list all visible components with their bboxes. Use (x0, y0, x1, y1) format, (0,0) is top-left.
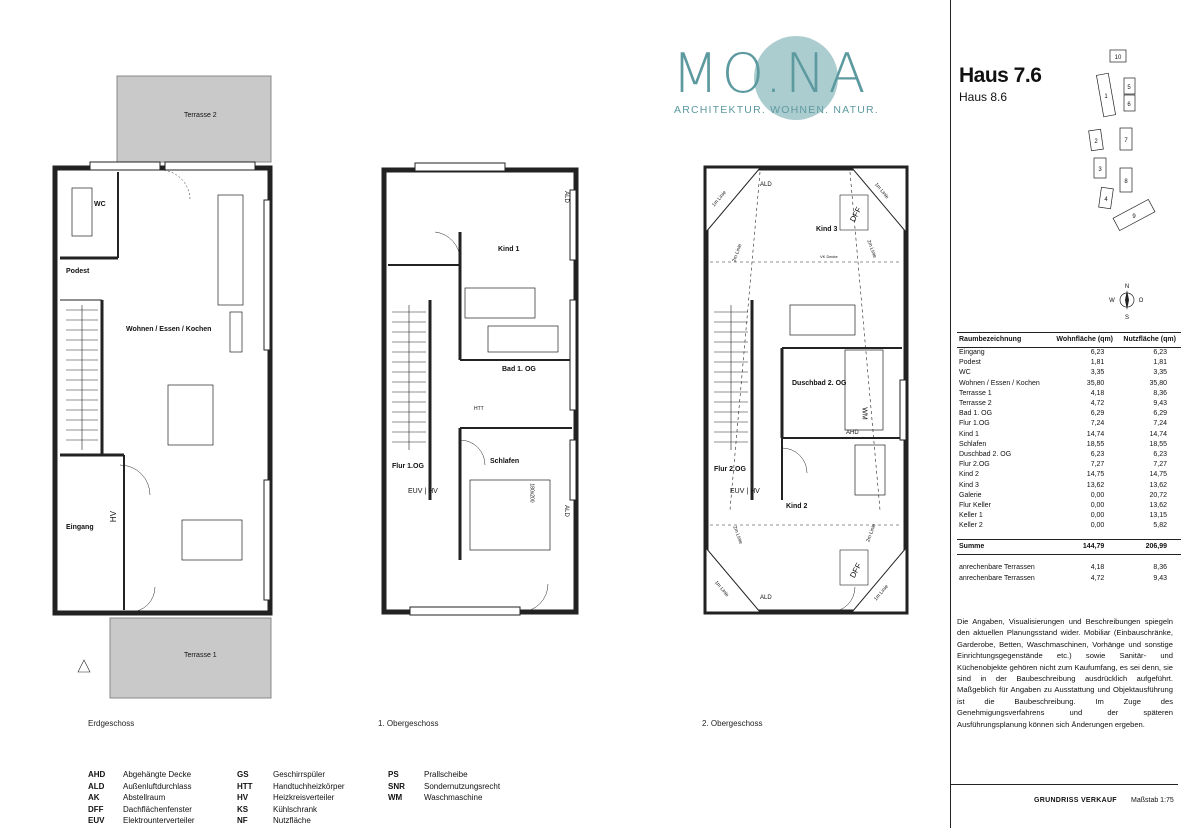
table-cell: Schlafen (959, 440, 987, 448)
table-cell: WC (959, 369, 971, 377)
table-row (957, 389, 1181, 399)
table-cell: 206,99 (1118, 540, 1181, 555)
table-cell: Podest (959, 359, 981, 367)
compass-s: S (1124, 315, 1130, 320)
footer-scale: Maßstab 1:75 (1131, 797, 1174, 804)
table-cell: 0,00 (1090, 501, 1105, 509)
table-cell: 18,55 (1086, 440, 1105, 448)
tag-1m-linie-tr: 1m Linie (873, 181, 890, 201)
room-bad-1og: Bad 1. OG (502, 366, 536, 373)
legend-text: Geschirrspüler (273, 770, 326, 779)
table-cell: 13,62 (1149, 501, 1167, 509)
room-schlafen: Schlafen (490, 458, 520, 465)
table-cell: 20,72 (1149, 491, 1167, 499)
lot-label-1: 1 (1104, 94, 1108, 100)
table-cell: 8,36 (1153, 564, 1167, 572)
room-wohnen: Wohnen / Essen / Kochen (126, 326, 212, 333)
table-cell: Wohnen / Essen / Kochen (959, 379, 1040, 387)
plan-label-og2: 2. Obergeschoss (702, 719, 763, 728)
room-terrasse-2: Terrasse 2 (184, 112, 217, 119)
table-cell: Flur 2.OG (959, 461, 990, 469)
room-terrasse-1: Terrasse 1 (184, 652, 217, 659)
table-cell: 3,35 (1153, 369, 1167, 377)
table-cell: Kind 3 (959, 481, 979, 489)
table-cell: 144,79 (1051, 540, 1118, 555)
room-kind-1: Kind 1 (498, 246, 520, 253)
table-cell: 4,18 (1090, 564, 1105, 572)
site-plan-map (1080, 40, 1160, 250)
page-subtitle: Haus 8.6 (959, 90, 1008, 104)
room-kind-2: Kind 2 (786, 503, 808, 510)
legend-abbr: EUV (88, 816, 105, 825)
table-cell: Kind 1 (959, 430, 979, 438)
room-kind-3: Kind 3 (816, 226, 838, 233)
tag-hv: HV (109, 510, 119, 523)
table-cell: 18,55 (1149, 440, 1167, 448)
tag-2m-linie-tr: 2m Linie (865, 239, 878, 259)
table-cell: anrechenbare Terrassen (959, 574, 1035, 582)
page-title: Haus 7.6 (959, 64, 1042, 87)
table-cell: 3,35 (1090, 369, 1105, 377)
plan-obergeschoss-1 (384, 163, 576, 615)
legend-abbr: PS (388, 770, 399, 779)
tag-1m-linie-br: 1m Linie (873, 583, 890, 603)
table-header: Wohnfläche (qm) (1051, 333, 1118, 348)
table-row (957, 419, 1181, 429)
compass-n: N (1124, 284, 1130, 290)
tag-2m-linie-tl: 2m Linie (731, 243, 744, 263)
og1-outer-walls (384, 170, 576, 612)
legend-abbr: DFF (88, 804, 104, 814)
table-row (957, 440, 1181, 450)
compass-icon (1108, 282, 1146, 320)
logo-subtitle: ARCHITEKTUR. WOHNEN. NATUR. (674, 104, 879, 116)
legend-text: Abstellraum (123, 793, 166, 802)
table-row (957, 470, 1181, 480)
table-cell: anrechenbare Terrassen (959, 564, 1035, 572)
legend-abbr: ALD (88, 781, 105, 791)
table-cell: Duschbad 2. OG (959, 450, 1012, 458)
table-row (957, 480, 1181, 490)
table-cell: Flur 1.OG (959, 420, 990, 428)
lot-label-10: 10 (1114, 55, 1122, 61)
lot-label-6: 6 (1127, 102, 1131, 108)
tag-bed-size: 180x200 (528, 483, 535, 503)
table-cell: 7,24 (1090, 420, 1105, 428)
table-cell: 1,81 (1153, 359, 1167, 367)
table-cell: 1,81 (1090, 359, 1105, 367)
tag-1m-linie-bl: 1m Linie (713, 579, 730, 599)
room-wc: WC (94, 201, 106, 208)
table-cell: 6,23 (1153, 349, 1167, 357)
tag-ald-top-og2: ALD (760, 182, 772, 188)
compass-w: W (1109, 298, 1115, 304)
compass-e: O (1138, 298, 1144, 304)
divider (950, 0, 951, 828)
table-row (957, 409, 1181, 419)
lot-label-8: 8 (1124, 179, 1128, 185)
table-cell: 13,62 (1149, 481, 1167, 489)
disclaimer-text: Die Angaben, Visualisierungen und Beschreibungen spiegeln den aktuellen Planungsstand wider. Mobiliar (Einbauschränke, Garderobe, Betten, Waschmaschinen, Vorhänge und sonstige Einrichtungsgegenstände etc.) sowie Sanitär- und Küchenobjekte gehören nicht zum Kaufumfang, es sei denn, sie sind in der Baubeschreibung ausdrücklich aufgeführt. Maßgeblich für Angaben zu Ausstattung und Objektausführung ist die Baubeschreibung. Im Zuge des Genehmigungsverfahrens und der späteren Ausführungsplanung können sich Änderungen ergeben. (957, 617, 1173, 729)
table-row (957, 399, 1181, 409)
lot-label-5: 5 (1127, 85, 1131, 91)
table-cell: 4,72 (1090, 400, 1105, 408)
table-row (957, 521, 1181, 531)
table-cell: 7,27 (1153, 461, 1167, 469)
table-cell: Terrasse 1 (959, 389, 992, 397)
lot-label-2: 2 (1094, 139, 1098, 145)
table-cell: 9,43 (1153, 574, 1167, 582)
table-row (957, 430, 1181, 440)
table-row (957, 501, 1181, 511)
legend-text: Elektrounterverteiler (123, 816, 195, 825)
footer-title: GRUNDRISS VERKAUF (1034, 797, 1117, 804)
table-cell: 14,75 (1149, 471, 1167, 479)
table-row (957, 450, 1181, 460)
table-cell: Summe (957, 540, 1051, 555)
table-cell: 14,75 (1086, 471, 1105, 479)
tag-euv-hv-og1: EUV | HV (408, 488, 438, 495)
table-cell: 14,74 (1086, 430, 1105, 438)
tag-2m-linie-br: 2m Linie (865, 523, 878, 543)
table-cell: 9,43 (1153, 400, 1167, 408)
legend-abbr: WM (388, 793, 403, 802)
tag-ald-top-og1: ALD (562, 191, 569, 203)
tag-ahd: AHD (846, 430, 859, 436)
table-cell: 6,29 (1153, 410, 1167, 418)
tag-euv-hv-og2: EUV | HV (730, 488, 760, 495)
legend-text: Dachflächenfenster (123, 804, 192, 814)
tag-2m-linie-bl: 2m Linie (731, 525, 744, 545)
room-flur-1og: Flur 1.OG (392, 463, 424, 470)
table-cell: 13,62 (1086, 481, 1105, 489)
table-row (957, 368, 1181, 378)
table-cell: Bad 1. OG (959, 410, 993, 418)
legend-text: Handtuchheizkörper (273, 781, 345, 791)
table-spacer (957, 555, 1181, 564)
tag-ald-bottom-og1: ALD (562, 505, 569, 517)
table-row (957, 379, 1181, 389)
lot-label-4: 4 (1104, 197, 1108, 203)
table-cell: 4,72 (1090, 574, 1105, 582)
table-row (957, 358, 1181, 368)
plan-label-eg: Erdgeschoss (88, 719, 135, 728)
table-cell: Kind 2 (959, 471, 979, 479)
legend-text: Waschmaschine (424, 793, 483, 802)
legend-abbr: HTT (237, 781, 253, 791)
legend-text: Prallscheibe (424, 770, 468, 779)
table-cell: 7,24 (1153, 420, 1167, 428)
footer-divider (950, 784, 1178, 785)
table-cell: Keller 2 (959, 522, 983, 530)
table-cell: 13,15 (1149, 512, 1167, 520)
legend-text: Sondernutzungsrecht (424, 781, 501, 791)
table-cell: 0,00 (1090, 512, 1105, 520)
legend-abbr: AHD (88, 770, 106, 779)
table-cell: 6,29 (1090, 410, 1105, 418)
room-podest: Podest (66, 268, 90, 275)
table-spacer (957, 531, 1181, 540)
tag-dff-bottom: DFF (848, 561, 864, 580)
lot-label-9: 9 (1132, 214, 1136, 220)
plan-obergeschoss-2 (706, 168, 906, 612)
table-row (957, 511, 1181, 521)
logo-text: MO.NA (672, 42, 869, 105)
room-flur-2og: Flur 2.OG (714, 466, 746, 473)
terrasse-2-area (117, 76, 271, 162)
room-duschbad-2og: Duschbad 2. OG (792, 380, 847, 387)
legend-abbr: NF (237, 816, 248, 825)
tag-htt: HTT (474, 406, 484, 412)
legend-text: Kühlschrank (273, 804, 318, 814)
legend-abbr: AK (88, 793, 100, 802)
tag-1m-linie-tl: 1m Linie (711, 189, 728, 209)
mona-logo (672, 36, 912, 126)
lot-label-3: 3 (1098, 167, 1102, 173)
table-row (957, 491, 1181, 501)
table-sum-row (957, 540, 1181, 555)
table-cell: 0,00 (1090, 491, 1105, 499)
table-terrace-row (957, 574, 1181, 584)
table-header-row (957, 333, 1181, 348)
legend-abbr: KS (237, 804, 249, 814)
table-row (957, 348, 1181, 359)
tag-wm: WM (860, 407, 868, 420)
table-row (957, 460, 1181, 470)
table-terrace-row (957, 563, 1181, 573)
table-cell: 6,23 (1090, 349, 1105, 357)
tag-dff-top: DFF (848, 205, 864, 224)
room-eingang: Eingang (66, 524, 94, 531)
tag-ald-bottom-og2: ALD (760, 595, 772, 601)
area-table (957, 332, 1181, 584)
table-cell: 6,23 (1090, 450, 1105, 458)
table-cell: 14,74 (1149, 430, 1167, 438)
lot-label-7: 7 (1124, 138, 1128, 144)
tag-vk-decke: VK Decke (820, 254, 838, 259)
table-cell: 4,18 (1090, 389, 1105, 397)
table-header: Nutzfläche (qm) (1118, 333, 1181, 348)
table-cell: 5,82 (1153, 522, 1167, 530)
legend-text: Abgehängte Decke (123, 770, 192, 779)
eg-outer-walls (55, 168, 270, 613)
legend-abbr: GS (237, 770, 249, 779)
table-cell: Keller 1 (959, 512, 983, 520)
table-cell: 35,80 (1149, 379, 1167, 387)
table-cell: 8,36 (1153, 389, 1167, 397)
plan-label-og1: 1. Obergeschoss (378, 719, 439, 728)
table-header: Raumbezeichnung (957, 333, 1051, 348)
table-cell: 0,00 (1090, 522, 1105, 530)
plan-erdgeschoss (55, 76, 271, 698)
table-cell: Eingang (959, 349, 985, 357)
table-cell: Galerie (959, 491, 982, 499)
table-cell: 7,27 (1090, 461, 1105, 469)
legend-text: Außenluftdurchlass (123, 781, 192, 791)
og2-outer-walls (706, 168, 906, 612)
table-cell: 6,23 (1153, 450, 1167, 458)
table-cell: 35,80 (1086, 379, 1105, 387)
legend-abbr: SNR (388, 781, 405, 791)
table-cell: Flur Keller (959, 501, 991, 509)
table-cell: Terrasse 2 (959, 400, 992, 408)
legend-abbr: HV (237, 793, 249, 802)
legend-text: Nutzfläche (273, 816, 311, 825)
legend-text: Heizkreisverteiler (273, 793, 335, 802)
